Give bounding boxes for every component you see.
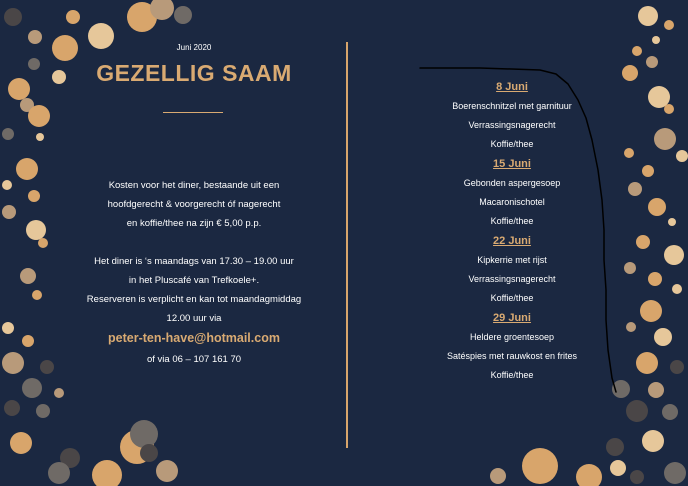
menu-week <box>418 309 606 385</box>
cost-line: en koffie/thee na zijn € 5,00 p.p. <box>126 218 262 229</box>
menu-dish: Boerenschnitzel met garnituur <box>452 101 572 111</box>
phone-line: of via 06 – 107 161 70 <box>146 354 242 365</box>
menu-week <box>418 232 606 308</box>
menu-dish: Koffie/thee <box>490 216 534 226</box>
info-line: Reserveren is verplicht en kan tot maandagmiddag <box>86 294 302 305</box>
cost-line: Kosten voor het diner, bestaande uit een <box>108 180 280 191</box>
info-line: in het Pluscafé van Trefkoele+. <box>128 275 260 286</box>
cost-line: hoofdgerecht & voorgerecht óf nagerecht <box>107 199 281 210</box>
email-address[interactable]: peter-ten-have@hotmail.com <box>108 331 280 345</box>
date-label: Juni 2020 <box>176 43 212 52</box>
menu-dish: Koffie/thee <box>490 293 534 303</box>
center-divider <box>346 42 348 448</box>
menu-dish: Satéspies met rauwkost en frites <box>446 351 578 361</box>
menu-dish: Macaronischotel <box>479 197 545 207</box>
title-underline <box>163 112 223 113</box>
page-title: GEZELLIG SAAM <box>96 60 292 86</box>
menu-dish: Kipkerrie met rijst <box>477 255 547 265</box>
menu-column <box>418 78 606 386</box>
menu-dish: Koffie/thee <box>490 139 534 149</box>
menu-dish: Koffie/thee <box>490 370 534 380</box>
menu-date: 8 Juni <box>496 81 528 93</box>
menu-date: 22 Juni <box>493 235 531 247</box>
menu-dish: Heldere groentesoep <box>469 332 555 342</box>
menu-dish: Gebonden aspergesoep <box>463 178 561 188</box>
cost-text <box>60 176 328 233</box>
menu-week <box>418 155 606 231</box>
menu-week <box>418 78 606 154</box>
info-line: Het diner is ‘s maandags van 17.30 – 19.00 uur <box>94 256 294 267</box>
menu-date: 29 Juni <box>493 312 531 324</box>
info-line: 12.00 uur via <box>166 313 222 324</box>
menu-dish: Verrassingsnagerecht <box>468 274 556 284</box>
menu-date: 15 Juni <box>493 158 531 170</box>
menu-dish: Verrassingsnagerecht <box>468 120 556 130</box>
info-text <box>60 252 328 328</box>
